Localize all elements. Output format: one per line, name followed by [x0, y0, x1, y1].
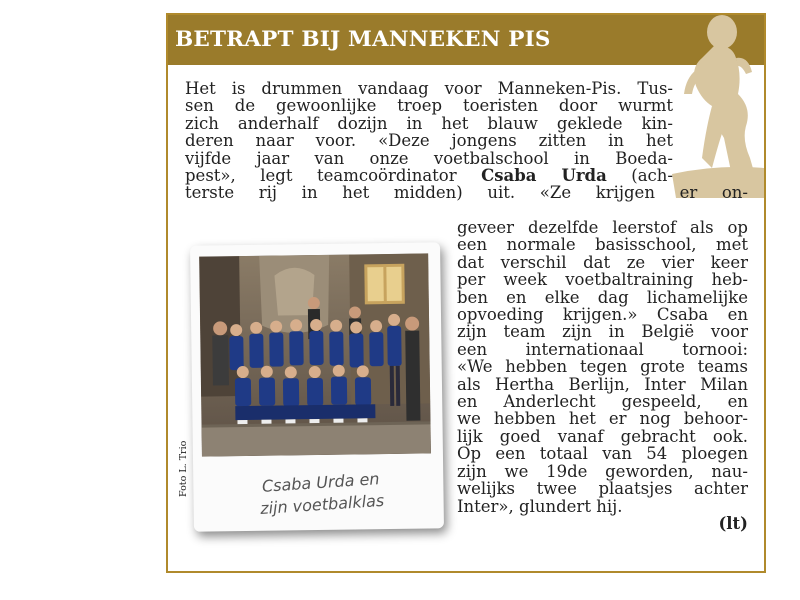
text-line: per week voetbaltraining heb- — [457, 270, 748, 290]
text-line: lijk goed vanaf gebracht ook. — [457, 426, 748, 446]
manneken-pis-statue-icon — [672, 8, 764, 198]
photo-credit: Foto L. Trio — [178, 440, 189, 497]
text-line: terste rij in het midden) uit. «Ze krijgen er on- — [185, 183, 748, 202]
text-line: als Hertha Berlijn, Inter Milan — [457, 374, 748, 394]
article-text-right — [457, 219, 748, 532]
text-line: zijn team zijn in België voor — [457, 322, 748, 342]
text-line: en Anderlecht gespeeld, en — [457, 392, 748, 412]
text-line: een internationaal tornooi: — [457, 339, 748, 359]
text-line: sen de gewoonlijke troep toeristen door wurmt — [185, 96, 673, 116]
team-photo-illustration — [199, 253, 431, 456]
text-line: we hebben het er nog behoor- — [457, 409, 748, 429]
polaroid-frame — [190, 242, 444, 531]
text-segment: Inter», glundert hij. — [457, 496, 623, 516]
author-signoff: (lt) — [718, 513, 748, 533]
text-line: deren naar voor. «Deze jongens zitten in het — [185, 131, 673, 151]
text-line: vijfde jaar van onze voetbalschool in Boeda- — [185, 148, 673, 168]
text-line: zijn we 19de geworden, nau- — [457, 461, 748, 481]
article-text-top — [185, 80, 673, 184]
article-title: BETRAPT BIJ MANNEKEN PIS — [175, 27, 551, 52]
text-line-last — [457, 496, 748, 533]
text-line: dat verschil dat ze vier keer — [457, 252, 748, 272]
text-line: welijks twee plaatsjes achter — [457, 479, 748, 499]
text-line: Op een totaal van 54 ploegen — [457, 444, 748, 464]
text-line: Het is drummen vandaag voor Manneken-Pis. Tus- — [185, 79, 673, 98]
caption-line: Csaba Urda en — [261, 469, 381, 496]
photo-caption — [220, 465, 422, 522]
team-photo — [199, 253, 431, 456]
text-line: ben en elke dag lichamelijke — [457, 287, 748, 307]
text-line: zich anderhalf dozijn in het blauw geklede kin- — [185, 113, 673, 133]
article-text-line-wide — [185, 184, 748, 201]
text-line: geveer dezelfde leerstof als op — [457, 218, 748, 237]
text-line: opvoeding krijgen.» Csaba en — [457, 305, 748, 325]
person-name: Csaba Urda — [481, 166, 607, 186]
text-segment: pest», legt teamcoördinator — [185, 166, 482, 186]
caption-line: zijn voetbalklas — [259, 490, 385, 519]
text-line: «We hebben tegen grote teams — [457, 357, 748, 377]
text-line: een normale basisschool, met — [457, 235, 748, 255]
text-line — [185, 167, 673, 184]
text-segment: (ach- — [606, 166, 673, 186]
